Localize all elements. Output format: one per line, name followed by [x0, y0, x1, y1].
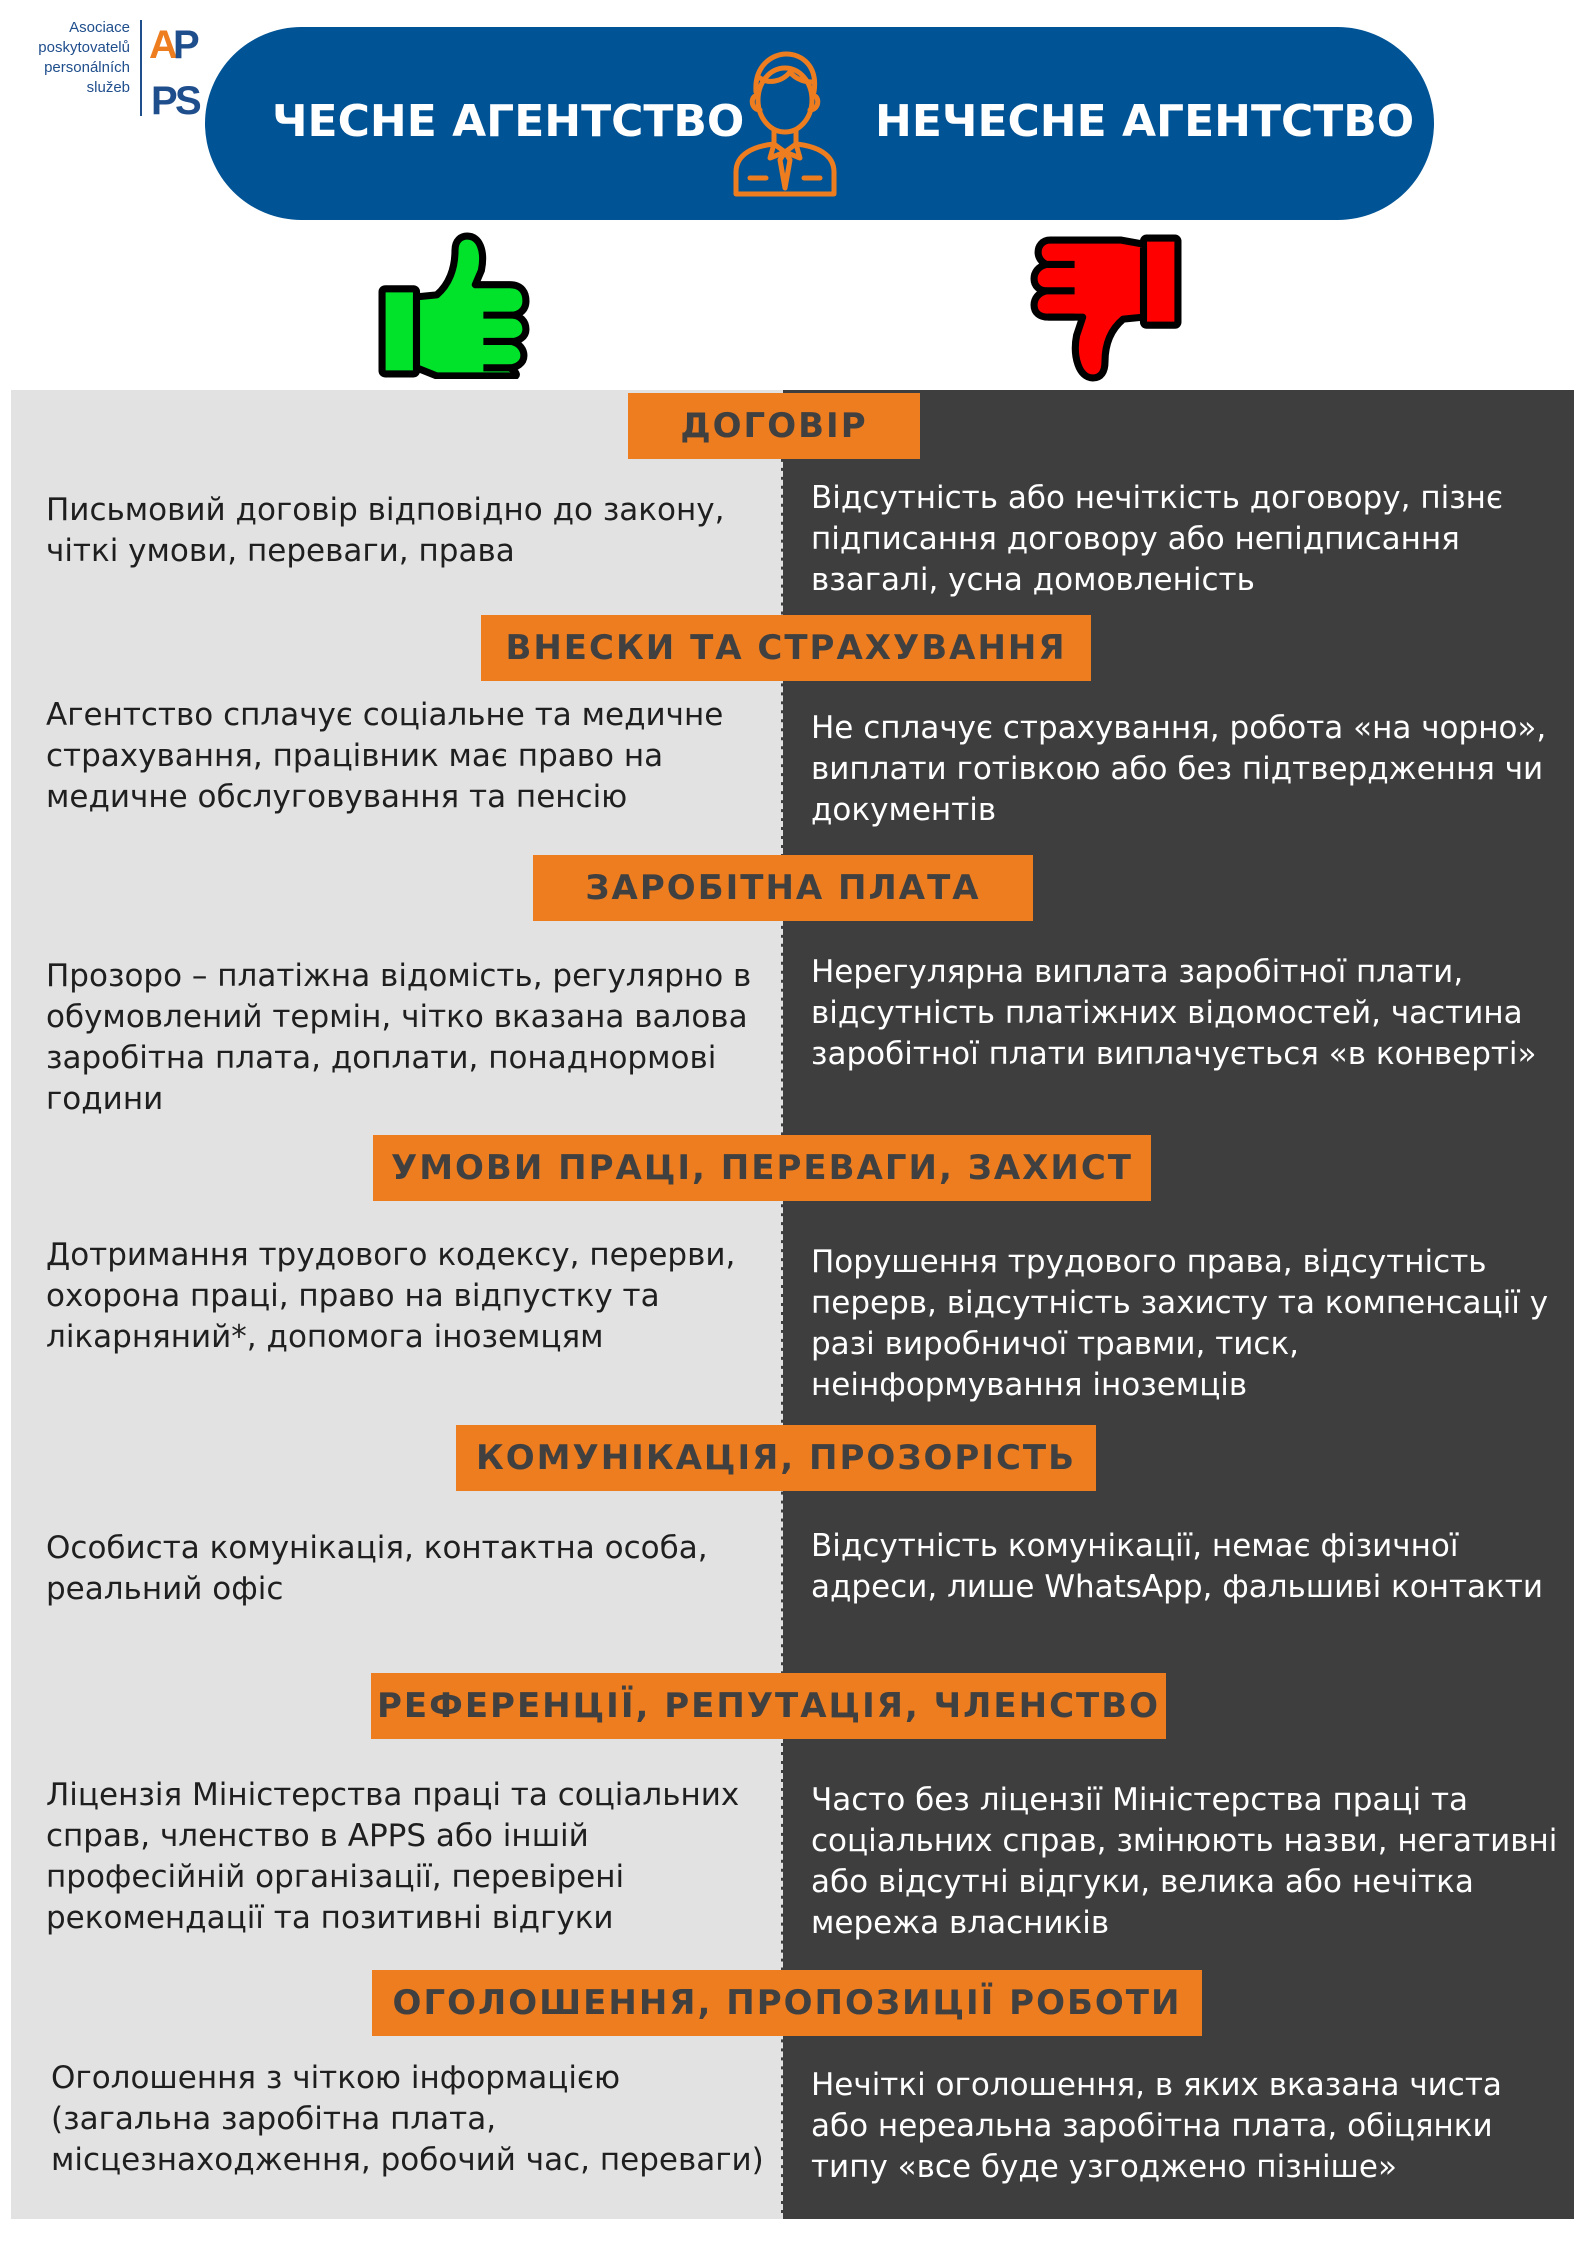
section-label-salary: ЗАРОБІТНА ПЛАТА	[533, 855, 1033, 921]
section-label-insurance: ВНЕСКИ ТА СТРАХУВАННЯ	[481, 615, 1091, 681]
person-icon	[730, 48, 840, 200]
dishonest-text-references: Часто без ліцензії Міністерства праці та соціальних справ, змінюють назви, негативні або відсутні відгуки, велика або нечітка мережа власників	[811, 1782, 1558, 1941]
logo-letter: P	[173, 23, 200, 67]
section-label-references: РЕФЕРЕНЦІЇ, РЕПУТАЦІЯ, ЧЛЕНСТВО	[371, 1673, 1166, 1739]
logo-line: poskytovatelů	[38, 39, 130, 56]
honest-text-communication: Особиста комунікація, контактна особа, реальний офіс	[46, 1530, 708, 1607]
dishonest-agency-title: НЕЧЕСНЕ АГЕНТСТВО	[875, 96, 1415, 147]
honest-text-insurance: Агентство сплачує соціальне та медичне страхування, працівник має право на медичне обслуговування та пенсію	[46, 697, 724, 815]
dishonest-text-job-offers: Нечіткі оголошення, в яких вказана чиста або нереальна заробітна плата, обіцянки типу «все буде узгоджено пізніше»	[811, 2067, 1502, 2185]
dishonest-text-contract: Відсутність або нечіткість договору, пізнє підписання договору або непідписання взагалі, усна домовленість	[811, 480, 1503, 598]
section-label-communication: КОМУНІКАЦІЯ, ПРОЗОРІСТЬ	[456, 1425, 1096, 1491]
honest-text-job-offers: Оголошення з чіткою інформацією (загальна заробітна плата, місцезнаходження, робочий час, переваги)	[51, 2060, 764, 2178]
logo-letter: S	[175, 79, 202, 118]
thumbs-up-icon	[378, 232, 530, 379]
section-label-contract: ДОГОВІР	[628, 393, 920, 459]
dishonest-text-insurance: Не сплачує страхування, робота «на чорно», виплати готівкою або без підтвердження чи документів	[811, 710, 1547, 828]
logo-line: personálních	[44, 59, 130, 76]
apps-logo-icon	[147, 20, 203, 118]
comparison-panel	[11, 390, 1574, 2219]
honest-text-salary: Прозоро – платіжна відомість, регулярно в обумовлений термін, чітко вказана валова заробітна плата, доплати, понаднормові години	[46, 958, 752, 1117]
logo-letter: P	[151, 79, 178, 118]
logo-text	[22, 18, 130, 98]
thumbs-down-icon	[1030, 232, 1182, 384]
honest-text-references: Ліцензія Міністерства праці та соціальних справ, членство в APPS або іншій професійній організації, перевірені рекомендації та позитивні відгуки	[46, 1777, 740, 1936]
honest-text-contract: Письмовий договір відповідно до закону, чіткі умови, переваги, права	[46, 492, 725, 569]
dishonest-text-working-conditions: Порушення трудового права, відсутність перерв, відсутність захисту та компенсації у разі виробничої травми, тиск, неінформування іноземців	[811, 1244, 1549, 1403]
dishonest-text-salary: Нерегулярна виплата заробітної плати, відсутність платіжних відомостей, частина заробітної плати виплачується «в конверті»	[811, 954, 1537, 1072]
dishonest-text-communication: Відсутність комунікації, немає фізичної адреси, лише WhatsApp, фальшиві контакти	[811, 1528, 1543, 1605]
section-label-job-offers: ОГОЛОШЕННЯ, ПРОПОЗИЦІЇ РОБОТИ	[372, 1970, 1202, 2036]
section-label-working-conditions: УМОВИ ПРАЦІ, ПЕРЕВАГИ, ЗАХИСТ	[373, 1135, 1151, 1201]
honest-text-working-conditions: Дотримання трудового кодексу, перерви, охорона праці, право на відпустку та лікарняний*, допомога іноземцям	[46, 1237, 736, 1355]
logo-letter: A	[149, 23, 178, 67]
honest-agency-title: ЧЕСНЕ АГЕНТСТВО	[272, 96, 745, 147]
logo-line: Asociace	[69, 19, 130, 36]
logo-line: služeb	[86, 79, 130, 96]
logo-divider	[140, 20, 142, 116]
